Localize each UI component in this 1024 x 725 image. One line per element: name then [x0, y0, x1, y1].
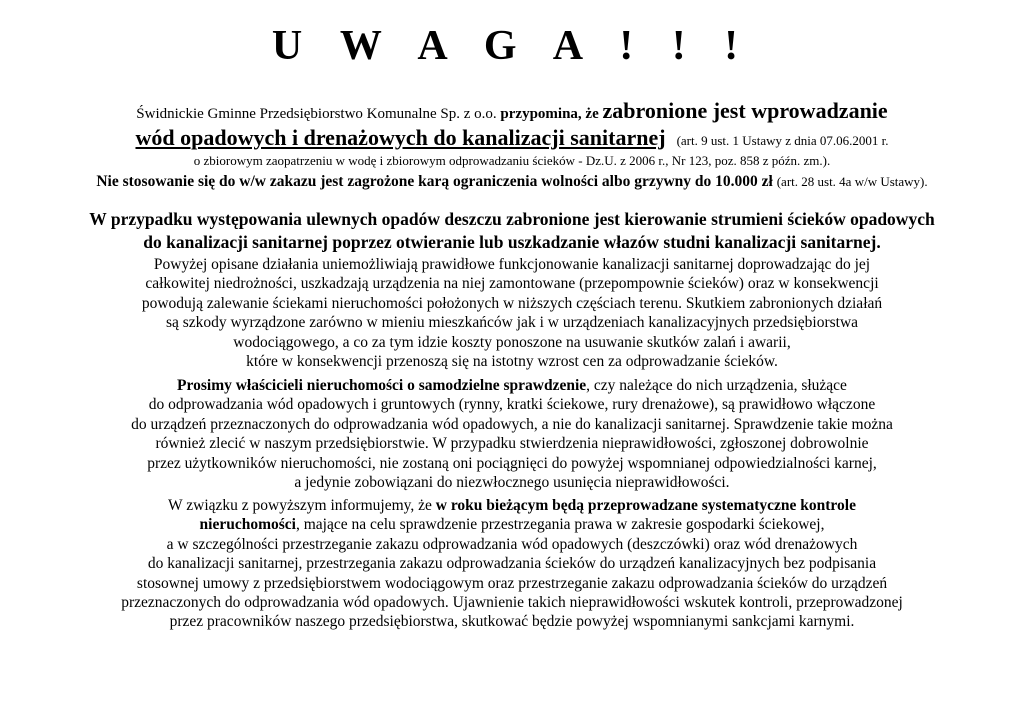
reminds-text: przypomina, że [500, 106, 599, 122]
paragraph-line: Powyżej opisane działania uniemożliwiają prawidłowe funkcjonowanie kanalizacji sanitarnej doprowadzając do jej [153, 256, 871, 273]
self-check-request: Prosimy właścicieli nieruchomości o samodzielne sprawdzenie [177, 377, 587, 394]
paragraph-line [0, 515, 1024, 534]
penalty-text: Nie stosowanie się do w/w zakazu jest zagrożone karą ograniczenia wolności albo grzywny do 10.000 zł [96, 173, 773, 190]
inspections-bold-2: nieruchomości [199, 516, 296, 534]
warning-line: do kanalizacji sanitarnej poprzez otwieranie lub uszkadzanie włazów studni kanalizacji sanitarnej. [143, 232, 881, 252]
paragraph-line: wodociągowego, a co za tym idzie koszty ponoszone na usuwanie skutków zalań i awarii, [233, 333, 791, 351]
inspections-intro: W związku z powyższym informujemy, że [168, 497, 432, 514]
notice-title: U W A G A ! ! ! [271, 23, 753, 69]
paragraph-line: przeznaczonych do odprowadzania wód opadowych. Ujawnienie takich nieprawidłowości wskutek kontroli, przeprowadzonej [121, 594, 903, 612]
penalty-line [0, 171, 1024, 193]
self-check-rest: , czy należące do nich urządzenia, służące [586, 377, 847, 394]
paragraph-self-check [0, 376, 1024, 492]
company-name: Świdnickie Gminne Przedsiębiorstwo Komunalne Sp. z o.o. [136, 106, 497, 122]
law-reference-cont: o zbiorowym zaopatrzeniu w wodę i zbiorowym odprowadzaniu ścieków - Dz.U. z 2006 r., Nr 123, poz. 858 z późn. zm.). [193, 153, 831, 168]
prohibition-heading: zabronione jest wprowadzanie [602, 98, 888, 123]
paragraph-consequences [0, 255, 1024, 371]
law-reference: (art. 9 ust. 1 Ustawy z dnia 07.06.2001 r. [676, 133, 889, 148]
paragraph-line [0, 376, 1024, 395]
paragraph-line: które w konsekwencji przenoszą się na istotny wzrost cen za odprowadzanie ścieków. [246, 353, 778, 371]
paragraph-line: całkowitej niedrożności, uszkadzają urządzenia na niej zamontowane (przepompownie ścieków) oraz w konsekwencji [145, 275, 879, 293]
penalty-reference: (art. 28 ust. 4a w/w Ustawy). [776, 174, 928, 189]
paragraph-line: do urządzeń przeznaczonych do odprowadzania wód opadowych, a nie do kanalizacji sanitarnej. Sprawdzenie takie można [131, 415, 893, 433]
paragraph-line: są szkody wyrządzone zarówno w mieniu mieszkańców jak i w urządzeniach kanalizacyjnych przedsiębiorstwa [165, 314, 859, 332]
inspections-rest: , mające na celu sprawdzenie przestrzegania prawa w zakresie gospodarki ściekowej, [295, 516, 825, 534]
inspections-bold: w roku bieżącym będą przeprowadzane systematyczne kontrole [435, 497, 856, 514]
paragraph-line: stosownej umowy z przedsiębiorstwem wodociągowym oraz przestrzeganie zakazu odprowadzania ścieków do urządzeń [136, 574, 888, 592]
paragraph-line: do odprowadzania wód opadowych i gruntowych (rynny, kratki ściekowe, rury drenażowe), są prawidłowo włączone [148, 396, 876, 414]
paragraph-line: przez użytkowników nieruchomości, nie zostaną oni pociągnięci do powyżej wspomnianej odpowiedzialności karnej, [147, 454, 877, 472]
paragraph-inspections [0, 496, 1024, 632]
intro-line-2 [0, 124, 1024, 155]
paragraph-line: również zlecić w naszym przedsiębiorstwie. W przypadku stwierdzenia nieprawidłowości, zgłoszonej dobrowolnie [155, 435, 869, 453]
paragraph-line: powodują zalewanie ściekami nieruchomości położonych w niższych częściach terenu. Skutkiem zabronionych działań [141, 294, 883, 312]
warning-line: W przypadku występowania ulewnych opadów deszczu zabronione jest kierowanie strumieni ścieków opadowych [89, 209, 935, 229]
paragraph-line: a jedynie zobowiązani do niezwłocznego usunięcia nieprawidłowości. [294, 474, 730, 492]
heavy-rain-warning [0, 208, 1024, 254]
intro-line-1 [0, 99, 1024, 126]
paragraph-line: przez pracowników naszego przedsiębiorstwa, skutkować będzie powyżej wspomnianymi sankcjami karnymi. [169, 613, 855, 631]
prohibition-subject: wód opadowych i drenażowych do kanalizacji sanitarnej [135, 125, 666, 150]
paragraph-line: do kanalizacji sanitarnej, przestrzegania zakazu odprowadzania ścieków do urządzeń kanalizacyjnych bez podpisania [147, 555, 877, 573]
paragraph-line [0, 496, 1024, 515]
paragraph-line: a w szczególności przestrzeganie zakazu odprowadzania wód opadowych (deszczówki) oraz wód drenażowych [166, 535, 858, 553]
